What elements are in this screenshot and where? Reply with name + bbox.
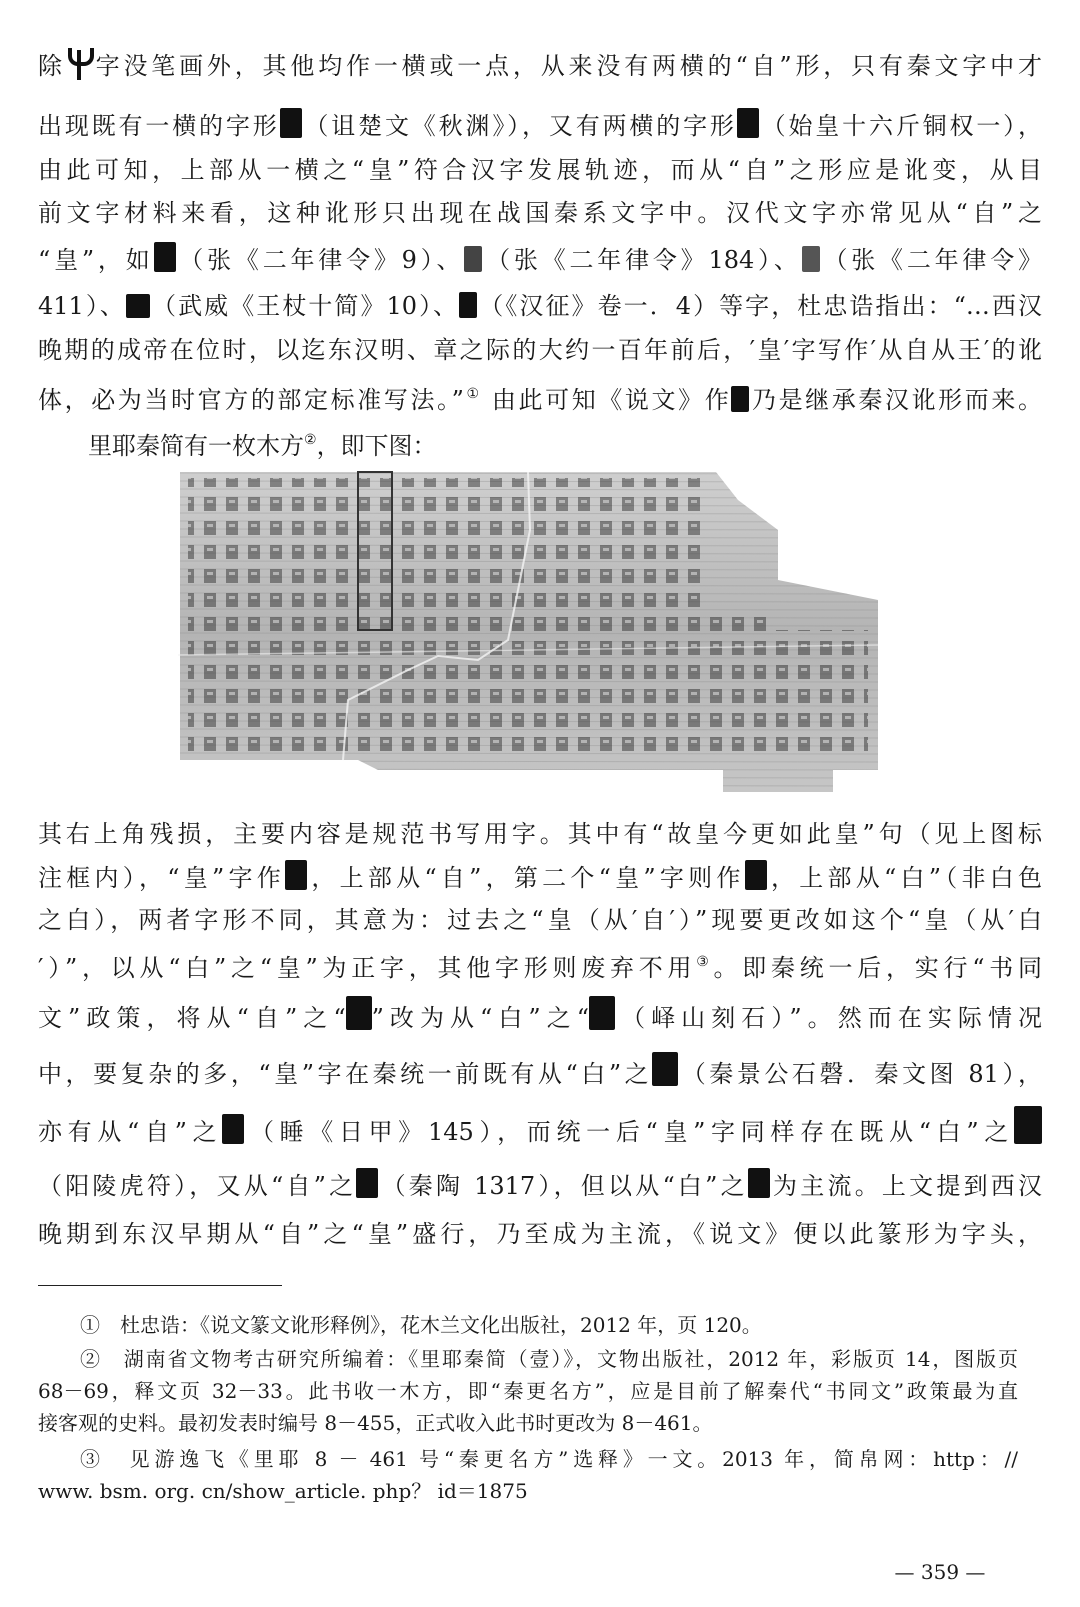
- body-line-9: [88, 424, 508, 462]
- body-line-13: [38, 946, 1042, 984]
- text-segment: 体，必为当时官方的部定标准写法。”: [38, 386, 464, 414]
- huang-slip-glyph-icon: [126, 294, 150, 318]
- text-segment: 411）、: [38, 292, 126, 320]
- text-segment: （睡《日甲》145），而统一后“皇”字同样存在既从“白”之: [244, 1118, 1015, 1146]
- text-segment: 为主流。上文提到西汉: [769, 1172, 1042, 1200]
- text-segment: ”改为从“白”之“: [371, 1004, 590, 1032]
- footnote-ref[interactable]: ③: [696, 954, 714, 970]
- footnote-ref[interactable]: ①: [463, 386, 482, 402]
- huang-tally-glyph-icon: [1014, 1106, 1042, 1144]
- body-line-16: [38, 1106, 1042, 1148]
- body-line-10: 其右上角残损，主要内容是规范书写用字。其中有“故皇今更如此皇”句（见上图标: [38, 820, 1042, 848]
- body-line-12: 之白），两者字形不同，其意为：过去之“皇（从′自′）”现要更改如这个“皇（从′白: [38, 906, 1042, 934]
- huang-shuowen-glyph-icon: [731, 386, 749, 412]
- text-segment: （诅楚文《秋渊》），又有两横的字形: [301, 112, 737, 140]
- text-segment: 注框内），“皇”字作: [38, 864, 286, 892]
- text-segment: （阳陵虎符），又从“自”之: [38, 1172, 357, 1200]
- huang-board-glyph-icon: [745, 860, 767, 890]
- body-line-4: 前文字材料来看，这种讹形只出现在战国秦系文字中。汉代文字亦常见从“自”之: [38, 199, 1042, 227]
- huang-seal-glyph-icon: [459, 292, 477, 318]
- text-segment: 里耶秦简有一枚木方: [88, 432, 304, 460]
- body-line-11: [38, 860, 1042, 894]
- text-segment: ，上部从“自”，第二个“皇”字则作: [307, 864, 745, 892]
- text-segment: （峄山刻石）”。然而在实际情况: [615, 1004, 1042, 1032]
- huang-seal-glyph-icon: [280, 108, 302, 138]
- huang-slip-glyph-icon: [222, 1114, 244, 1144]
- text-segment: （武威《王杖十简》10）、: [149, 292, 460, 320]
- text-segment: （《汉征》卷一．4）等字，杜忠诰指出：“…西汉: [477, 292, 1042, 320]
- text-segment: 出现既有一横的字形: [38, 112, 280, 140]
- huang-stone-glyph-icon: [652, 1052, 678, 1086]
- huang-seal-glyph-icon: [748, 1168, 770, 1198]
- text-segment: 。即秦统一后，实行“书同: [713, 954, 1042, 982]
- huang-stone-glyph-icon: [589, 996, 615, 1030]
- ancient-character-glyph-icon: [66, 46, 92, 82]
- page-number: — 359 —: [894, 1560, 986, 1584]
- huang-slip-glyph-icon: [464, 246, 482, 272]
- footnote-2-line-3: 接客观的史料。最初发表时编号 8－455，正式收入此书时更改为 8－461。: [38, 1411, 713, 1435]
- huang-slip-glyph-icon: [802, 246, 820, 272]
- huang-seal-glyph-icon: [737, 108, 759, 138]
- body-line-6: [38, 290, 1042, 322]
- text-segment: 乃是继承秦汉讹形而来。: [749, 386, 1042, 414]
- footnote-ref[interactable]: ②: [304, 432, 317, 448]
- text-segment: 文”政策，将从“自”之“: [38, 1004, 346, 1032]
- body-line-2: [38, 108, 1042, 142]
- text-segment: 字没笔画外，其他均作一横或一点，从来没有两横的“自”形，只有秦文字中才: [91, 52, 1042, 80]
- text-segment: （张《二年律令》: [819, 246, 1042, 274]
- text-segment: （秦陶 1317），但以从“白”之: [378, 1172, 748, 1200]
- body-line-17: [38, 1168, 1042, 1202]
- liye-wooden-board-figure: [178, 470, 878, 806]
- text-segment: ，上部从“白”（非白色: [766, 864, 1042, 892]
- footnote-3-line-1: ③ 见游逸飞《里耶 8 － 461 号“秦更名方”选释》一文。2013 年，简帛网：http：//: [80, 1447, 1018, 1471]
- footnote-3-url[interactable]: www. bsm. org. cn/show_article. php？ id＝1875: [38, 1479, 528, 1503]
- text-segment: ′）”，以从“白”之“皇”为正字，其他字形则废弃不用: [38, 954, 697, 982]
- huang-board-glyph-icon: [285, 860, 307, 890]
- footnote-2-line-2: 68－69，释文页 32－33。此书收一木方，即“秦更名方”，应是目前了解秦代“书同文”政策最为直: [38, 1379, 1018, 1403]
- text-segment: 除: [38, 52, 66, 80]
- body-line-18: 晚期到东汉早期从“自”之“皇”盛行，乃至成为主流，《说文》便以此篆形为字头，: [38, 1220, 1042, 1248]
- text-segment: （秦景公石磬．秦文图 81），: [678, 1060, 1042, 1088]
- huang-slip-glyph-icon: [154, 242, 176, 272]
- footnote-1: ① 杜忠诰：《说文篆文讹形释例》，花木兰文化出版社，2012 年，页 120。: [80, 1313, 762, 1337]
- body-line-1: [38, 46, 1042, 82]
- footnote-divider: [38, 1285, 282, 1286]
- text-segment: （张《二年律令》184）、: [482, 246, 802, 274]
- huang-pottery-glyph-icon: [356, 1168, 378, 1198]
- text-segment: （始皇十六斤铜权一），: [758, 112, 1042, 140]
- body-line-3: 由此可知，上部从一横之“皇”符合汉字发展轨迹，而从“自”之形应是讹变，从目: [38, 156, 1042, 184]
- huang-seal-glyph-icon: [346, 996, 372, 1030]
- body-line-5: [38, 242, 1042, 276]
- text-segment: 中，要复杂的多，“皇”字在秦统一前既有从“白”之: [38, 1060, 653, 1088]
- text-segment: 亦有从“自”之: [38, 1118, 223, 1146]
- body-line-15: [38, 1052, 1042, 1090]
- text-segment: “皇”，如: [38, 246, 154, 274]
- footnote-2-line-1: ② 湖南省文物考古研究所编着：《里耶秦简（壹）》，文物出版社，2012 年，彩版页 14，图版页: [80, 1347, 1018, 1371]
- text-segment: 由此可知《说文》作: [481, 386, 732, 414]
- text-segment: ，即下图：: [316, 432, 437, 460]
- body-line-8: [38, 378, 1042, 416]
- text-segment: （张《二年律令》9）、: [175, 246, 465, 274]
- body-line-14: [38, 996, 1042, 1034]
- body-line-7: 晚期的成帝在位时，以迄东汉明、章之际的大约一百年前后，′皇′字写作′从自从王′的讹: [38, 336, 1042, 364]
